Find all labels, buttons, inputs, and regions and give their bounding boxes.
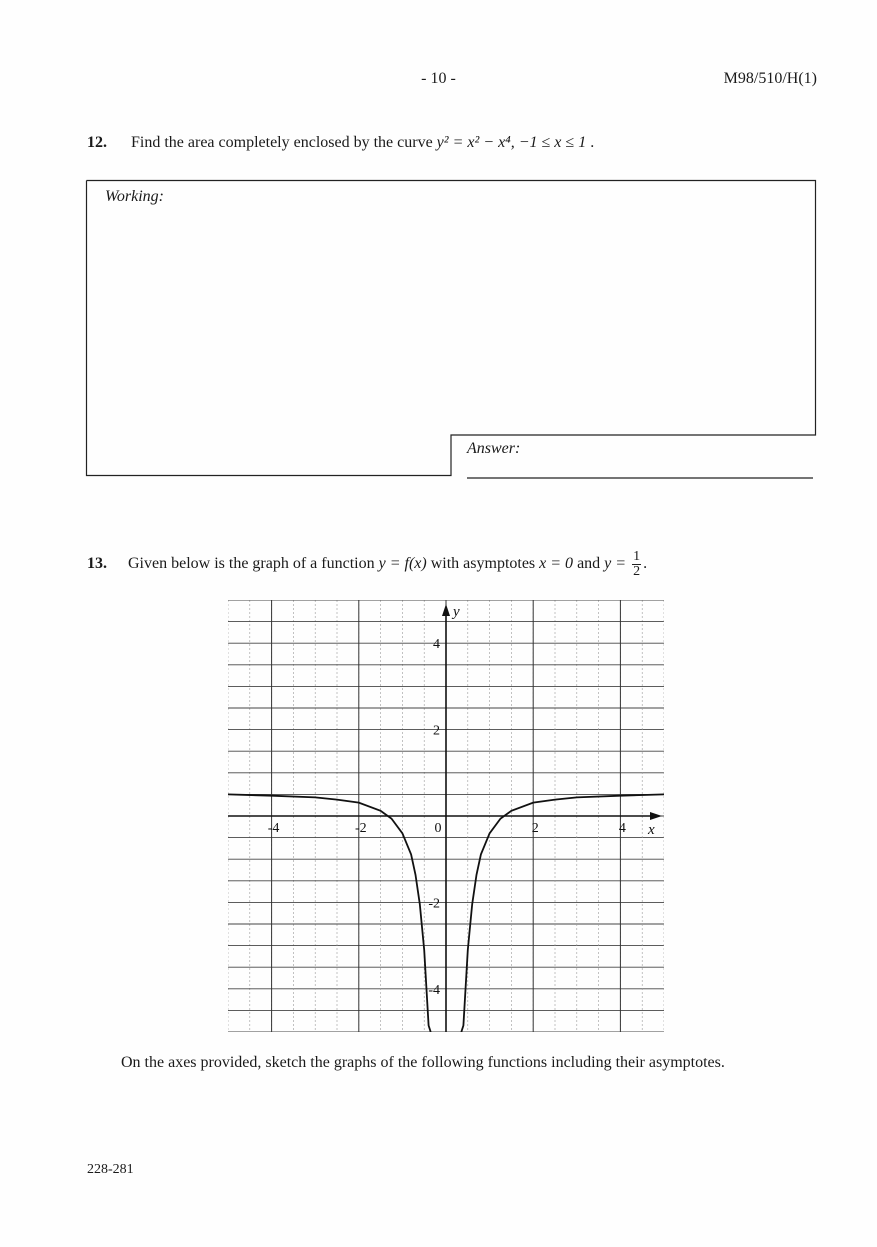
question-12-number: 12. <box>87 134 107 151</box>
vertical-asymptote: x = 0 <box>539 555 574 572</box>
y-axis-label: y <box>453 604 460 620</box>
question-12-text <box>131 134 594 152</box>
footer-code: 228-281 <box>87 1162 134 1177</box>
fraction-one-half <box>632 550 641 579</box>
x-axis-arrow <box>650 812 662 820</box>
horizontal-asymptote: y = <box>604 555 631 572</box>
answer-label: Answer: <box>467 440 521 457</box>
function-graph <box>228 600 664 1032</box>
question-13-number: 13. <box>87 555 107 572</box>
curve-right-branch <box>461 794 664 1032</box>
working-label: Working: <box>105 188 164 205</box>
paper-code: M98/510/H(1) <box>723 70 817 87</box>
question-13-text-intro: Given below is the graph of a function <box>128 555 379 572</box>
y-axis-arrow <box>442 604 450 616</box>
working-box[interactable] <box>86 180 816 476</box>
x-tick-label: 4 <box>618 821 626 836</box>
question-13-text-end: . <box>643 555 648 572</box>
question-12-text-end: . <box>586 134 595 151</box>
question-13-text-and: and <box>573 555 605 572</box>
instruction-text: On the axes provided, sketch the graphs of the following functions including their asymptotes. <box>121 1054 725 1071</box>
x-tick-label: -4 <box>267 821 280 836</box>
function-expression: y = f(x) <box>378 555 427 572</box>
fraction-denominator: 2 <box>633 563 641 579</box>
x-tick-label: 2 <box>531 821 539 836</box>
page-number: - 10 - <box>421 70 456 87</box>
y-tick-label: -4 <box>428 982 440 998</box>
question-13-text <box>128 548 647 580</box>
question-12-text-intro: Find the area completely enclosed by the curve <box>131 134 437 151</box>
question-12-equation: y² = x² − x⁴, −1 ≤ x ≤ 1 <box>436 134 587 151</box>
x-tick-label: 0 <box>434 821 442 836</box>
y-tick-label: -2 <box>428 896 440 912</box>
question-13-text-mid: with asymptotes <box>426 555 540 572</box>
x-tick-label: -2 <box>354 821 367 836</box>
x-axis-label: x <box>648 822 655 838</box>
y-tick-label: 2 <box>433 723 440 739</box>
tick-labels <box>268 604 655 998</box>
y-tick-label: 4 <box>433 637 440 653</box>
curve-left-branch <box>228 794 431 1032</box>
fraction-numerator: 1 <box>633 548 641 564</box>
